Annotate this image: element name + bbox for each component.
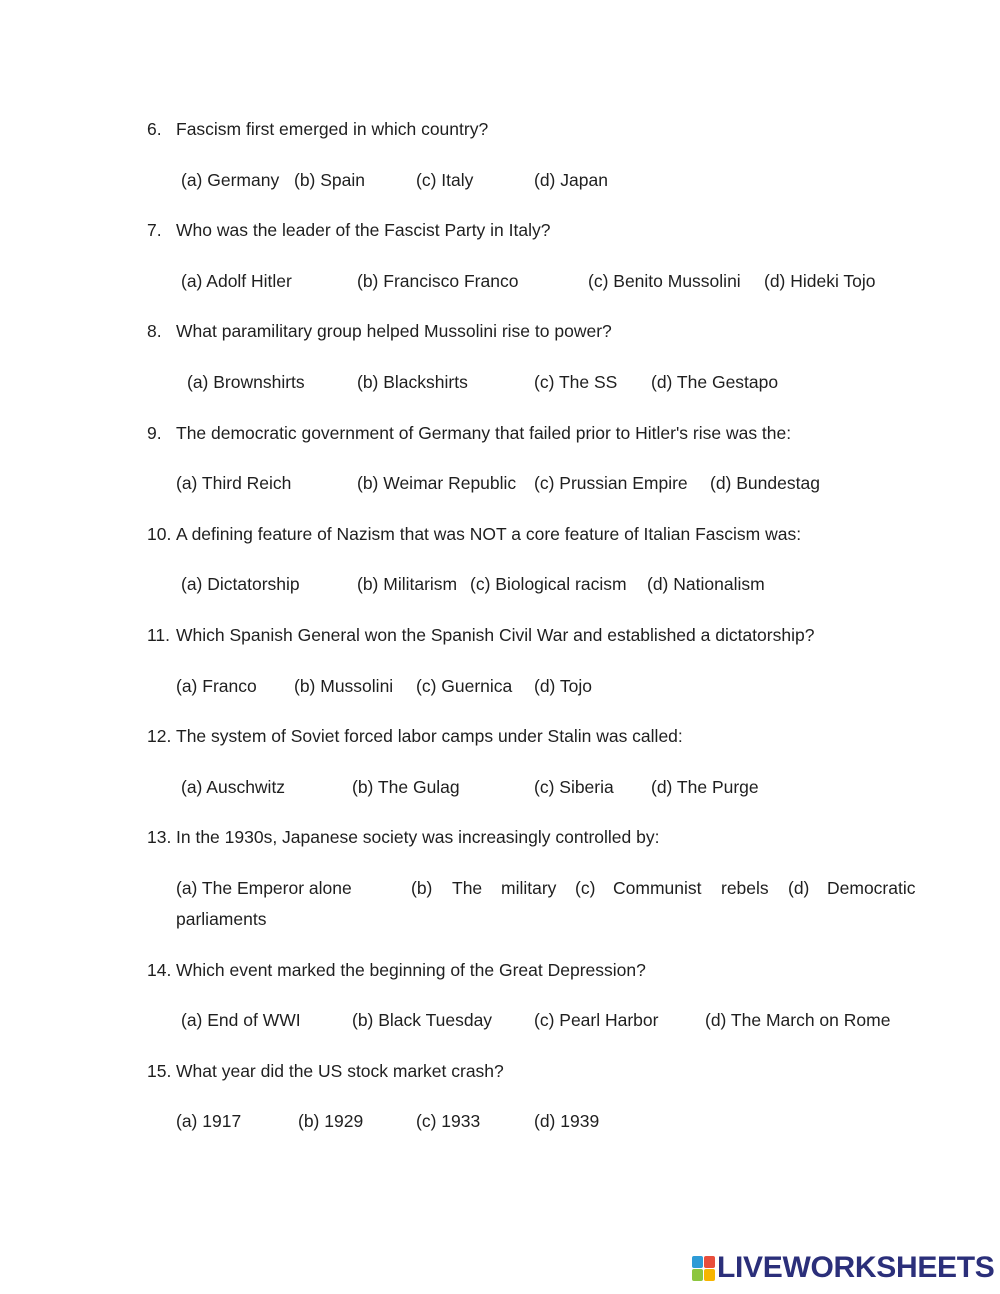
question-number: 7. bbox=[147, 220, 162, 240]
option-c-word[interactable]: Communist bbox=[613, 878, 702, 898]
option-a[interactable]: (a) Adolf Hitler bbox=[181, 271, 292, 291]
question-text: Fascism first emerged in which country? bbox=[176, 119, 489, 139]
option-b[interactable]: (b) Black Tuesday bbox=[352, 1010, 493, 1030]
option-d[interactable]: (d) The Purge bbox=[651, 777, 759, 797]
option-c[interactable]: (c) Pearl Harbor bbox=[534, 1010, 659, 1030]
option-a[interactable]: (a) Franco bbox=[176, 676, 257, 696]
option-b-word[interactable]: The bbox=[452, 878, 483, 898]
question-text: In the 1930s, Japanese society was increasingly controlled by: bbox=[176, 827, 660, 847]
option-a[interactable]: (a) Brownshirts bbox=[187, 372, 305, 392]
option-d[interactable]: (d) 1939 bbox=[534, 1111, 600, 1131]
option-d[interactable]: (d) Bundestag bbox=[710, 473, 820, 493]
option-d[interactable]: (d) Hideki Tojo bbox=[764, 271, 876, 291]
option-b[interactable]: (b) 1929 bbox=[298, 1111, 364, 1131]
logo-tile bbox=[692, 1269, 703, 1281]
option-d[interactable]: (d) Japan bbox=[534, 170, 608, 190]
option-d[interactable]: (d) Tojo bbox=[534, 676, 593, 696]
question-number: 12. bbox=[147, 726, 172, 746]
question-text: A defining feature of Nazism that was NOT a core feature of Italian Fascism was: bbox=[176, 524, 802, 544]
question-7 bbox=[147, 220, 550, 241]
question-text: The democratic government of Germany that failed prior to Hitler's rise was the: bbox=[176, 423, 792, 443]
logo-tile bbox=[704, 1269, 715, 1281]
question-number: 9. bbox=[147, 423, 162, 443]
option-a[interactable]: (a) The Emperor alone bbox=[176, 878, 352, 898]
question-text: The system of Soviet forced labor camps under Stalin was called: bbox=[176, 726, 683, 746]
question-number: 6. bbox=[147, 119, 162, 139]
question-text: What paramilitary group helped Mussolini rise to power? bbox=[176, 321, 612, 341]
option-c[interactable]: (c) Guernica bbox=[416, 676, 513, 696]
question-8 bbox=[147, 321, 612, 342]
question-10 bbox=[147, 524, 801, 545]
liveworksheets-logo-icon bbox=[692, 1256, 714, 1280]
option-c-word[interactable]: rebels bbox=[721, 878, 769, 898]
option-c[interactable]: (c) Biological racism bbox=[470, 574, 627, 594]
question-14 bbox=[147, 960, 646, 981]
option-b[interactable]: (b) Spain bbox=[294, 170, 366, 190]
option-b[interactable]: (b) Blackshirts bbox=[357, 372, 468, 392]
question-11 bbox=[147, 625, 814, 646]
option-c[interactable]: (c) Siberia bbox=[534, 777, 614, 797]
option-a[interactable]: (a) Germany bbox=[181, 170, 280, 190]
option-c[interactable]: (c) Prussian Empire bbox=[534, 473, 688, 493]
option-d[interactable]: (d) The March on Rome bbox=[705, 1010, 891, 1030]
option-d-word[interactable]: Democratic bbox=[827, 878, 916, 898]
question-number: 14. bbox=[147, 960, 172, 980]
option-b[interactable]: (b) Militarism bbox=[357, 574, 458, 594]
option-a[interactable]: (a) End of WWI bbox=[181, 1010, 301, 1030]
question-text: Which Spanish General won the Spanish Civil War and established a dictatorship? bbox=[176, 625, 815, 645]
question-number: 11. bbox=[147, 625, 171, 645]
option-d[interactable]: (d) The Gestapo bbox=[651, 372, 779, 392]
option-b-word[interactable]: military bbox=[501, 878, 557, 898]
option-b[interactable]: (b) Francisco Franco bbox=[357, 271, 519, 291]
option-c[interactable]: (c) Italy bbox=[416, 170, 474, 190]
option-b[interactable]: (b) Mussolini bbox=[294, 676, 394, 696]
option-c[interactable]: (c) 1933 bbox=[416, 1111, 481, 1131]
option-a[interactable]: (a) Dictatorship bbox=[181, 574, 300, 594]
option-d[interactable]: (d) Nationalism bbox=[647, 574, 765, 594]
question-9 bbox=[147, 423, 791, 444]
question-number: 10. bbox=[147, 524, 172, 544]
question-number: 15. bbox=[147, 1061, 172, 1081]
option-b[interactable]: (b) The Gulag bbox=[352, 777, 460, 797]
option-a[interactable]: (a) 1917 bbox=[176, 1111, 242, 1131]
logo-tile bbox=[692, 1256, 703, 1268]
question-number: 13. bbox=[147, 827, 172, 847]
question-13 bbox=[147, 827, 659, 848]
option-b[interactable]: (b) Weimar Republic bbox=[357, 473, 517, 493]
logo-text: LIVEWORKSHEETS bbox=[717, 1251, 995, 1284]
option-a[interactable]: (a) Auschwitz bbox=[181, 777, 286, 797]
question-15 bbox=[147, 1061, 504, 1082]
option-d-continued[interactable]: parliaments bbox=[176, 909, 267, 929]
question-6 bbox=[147, 119, 488, 140]
option-b-label[interactable]: (b) bbox=[411, 878, 433, 898]
question-text: Who was the leader of the Fascist Party in Italy? bbox=[176, 220, 551, 240]
option-c[interactable]: (c) Benito Mussolini bbox=[588, 271, 741, 291]
logo-tile bbox=[704, 1256, 715, 1268]
option-a[interactable]: (a) Third Reich bbox=[176, 473, 292, 493]
option-c[interactable]: (c) The SS bbox=[534, 372, 618, 392]
option-c-label[interactable]: (c) bbox=[575, 878, 596, 898]
question-12 bbox=[147, 726, 683, 747]
question-text: Which event marked the beginning of the Great Depression? bbox=[176, 960, 646, 980]
option-d-label[interactable]: (d) bbox=[788, 878, 810, 898]
question-number: 8. bbox=[147, 321, 162, 341]
question-text: What year did the US stock market crash? bbox=[176, 1061, 504, 1081]
liveworksheets-logo[interactable] bbox=[692, 1252, 995, 1284]
